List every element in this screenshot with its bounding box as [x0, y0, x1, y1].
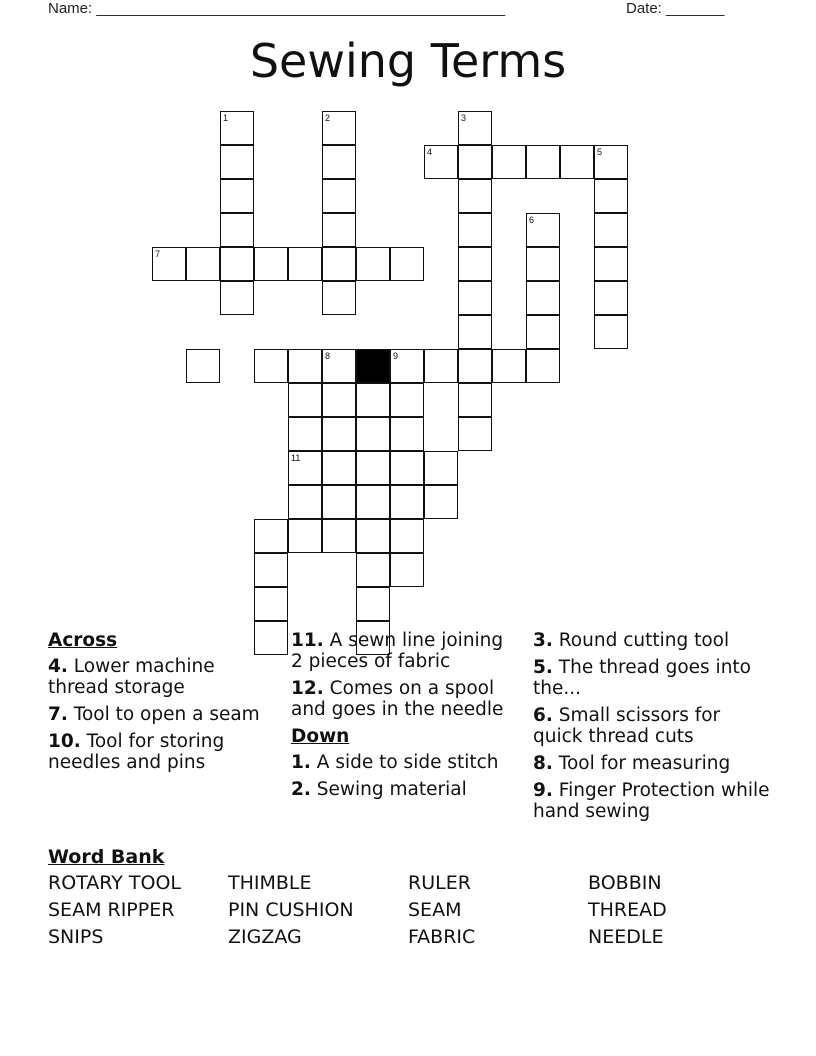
crossword-cell[interactable] [356, 417, 390, 451]
crossword-cell[interactable] [390, 553, 424, 587]
word-bank-word: SEAM [408, 899, 462, 921]
clue-text: Finger Protection while hand sewing [533, 780, 770, 822]
clue-item [291, 630, 516, 672]
crossword-cell[interactable] [322, 213, 356, 247]
clue-number-label: 12. [291, 678, 324, 699]
clue-number-label: 4. [48, 656, 68, 677]
crossword-cell[interactable] [390, 349, 424, 383]
clue-text: Small scissors for quick thread cuts [533, 705, 721, 747]
crossword-cell[interactable] [390, 383, 424, 417]
crossword-cell[interactable] [594, 179, 628, 213]
word-bank-word: BOBBIN [588, 872, 662, 894]
clue-text: Lower machine thread storage [48, 656, 215, 698]
crossword-cell[interactable] [356, 451, 390, 485]
word-bank-word: THREAD [588, 899, 667, 921]
crossword-cell[interactable] [220, 247, 254, 281]
clue-item [533, 753, 773, 774]
clue-number: 7 [155, 249, 161, 259]
clue-number: 4 [427, 147, 433, 157]
crossword-cell[interactable] [220, 145, 254, 179]
word-bank-word: NEEDLE [588, 926, 664, 948]
crossword-cell[interactable] [492, 145, 526, 179]
crossword-cell[interactable] [424, 451, 458, 485]
crossword-cell[interactable] [254, 519, 288, 553]
crossword-cell[interactable] [254, 553, 288, 587]
clue-number-label: 10. [48, 731, 81, 752]
clue-number-label: 9. [533, 780, 553, 801]
crossword-cell[interactable] [458, 247, 492, 281]
clue-number: 11 [291, 453, 301, 463]
clue-number-label: 3. [533, 630, 553, 651]
crossword-cell[interactable] [458, 145, 492, 179]
crossword-cell[interactable] [220, 213, 254, 247]
word-bank-heading: Word Bank [48, 846, 165, 868]
clue-text: The thread goes into the... [533, 657, 751, 699]
crossword-cell[interactable] [322, 519, 356, 553]
clue-text: Tool for storing needles and pins [48, 731, 225, 773]
crossword-cell[interactable] [186, 349, 220, 383]
clue-item [48, 656, 273, 698]
crossword-cell[interactable] [458, 315, 492, 349]
clue-number-label: 11. [291, 630, 324, 651]
word-bank-word: SNIPS [48, 926, 104, 948]
crossword-cell[interactable] [322, 417, 356, 451]
down-clue-list-continued [533, 630, 773, 822]
clue-text: Comes on a spool and goes in the needle [291, 678, 504, 720]
crossword-cell[interactable] [322, 179, 356, 213]
crossword-cell[interactable] [254, 587, 288, 621]
clue-number-label: 1. [291, 752, 311, 773]
crossword-cell[interactable] [526, 213, 560, 247]
clue-number: 8 [325, 351, 331, 361]
crossword-cell[interactable] [322, 281, 356, 315]
crossword-cell[interactable] [322, 145, 356, 179]
crossword-cell[interactable] [220, 179, 254, 213]
crossword-cell[interactable] [356, 247, 390, 281]
crossword-cell[interactable] [526, 315, 560, 349]
clue-item [533, 630, 773, 651]
clue-column-1 [48, 630, 273, 779]
down-heading: Down [291, 726, 350, 747]
clue-number-label: 5. [533, 657, 553, 678]
clue-column-2 [291, 630, 516, 806]
crossword-cell[interactable] [322, 349, 356, 383]
crossword-cell[interactable] [424, 145, 458, 179]
crossword-cell[interactable] [288, 485, 322, 519]
crossword-cell[interactable] [220, 281, 254, 315]
crossword-cell[interactable] [356, 519, 390, 553]
crossword-cell[interactable] [254, 349, 288, 383]
crossword-cell[interactable] [526, 281, 560, 315]
clue-text: A sewn line joining 2 pieces of fabric [291, 630, 504, 672]
clue-text: Tool to open a seam [67, 704, 260, 725]
clue-number: 3 [461, 113, 467, 123]
crossword-cell[interactable] [390, 247, 424, 281]
word-bank-word: FABRIC [408, 926, 476, 948]
date-field[interactable]: Date: _______ [626, 0, 725, 17]
crossword-cell[interactable] [254, 247, 288, 281]
crossword-cell[interactable] [390, 451, 424, 485]
crossword-cell[interactable] [288, 519, 322, 553]
crossword-cell[interactable] [458, 111, 492, 145]
crossword-cell[interactable] [560, 145, 594, 179]
down-clue-list [291, 752, 516, 800]
crossword-cell[interactable] [288, 247, 322, 281]
crossword-cell[interactable] [356, 383, 390, 417]
crossword-cell[interactable] [424, 485, 458, 519]
clue-item [533, 657, 773, 699]
clue-item [533, 705, 773, 747]
across-clue-list-continued [291, 630, 516, 720]
crossword-cell[interactable] [288, 417, 322, 451]
crossword-cell[interactable] [322, 451, 356, 485]
crossword-cell[interactable] [186, 247, 220, 281]
clue-number: 6 [529, 215, 535, 225]
crossword-cell[interactable] [322, 247, 356, 281]
crossword-cell[interactable] [288, 451, 322, 485]
across-clue-list [48, 656, 273, 773]
word-bank-grid [48, 872, 768, 948]
clue-item [48, 731, 273, 773]
clue-number: 1 [223, 113, 229, 123]
crossword-cell[interactable] [458, 213, 492, 247]
crossword-cell[interactable] [356, 553, 390, 587]
clue-item [533, 780, 773, 822]
clue-number: 2 [325, 113, 331, 123]
crossword-cell[interactable] [390, 417, 424, 451]
clue-number-label: 6. [533, 705, 553, 726]
crossword-cell[interactable] [526, 247, 560, 281]
crossword-cell[interactable] [458, 349, 492, 383]
crossword-cell[interactable] [322, 485, 356, 519]
crossword-cell[interactable] [492, 349, 526, 383]
crossword-cell[interactable] [594, 247, 628, 281]
clue-text: Sewing material [310, 779, 467, 800]
clue-text: Tool for measuring [552, 753, 731, 774]
word-bank-word: RULER [408, 872, 471, 894]
clue-item [291, 752, 516, 773]
word-bank [48, 846, 768, 948]
crossword-cell[interactable] [356, 587, 390, 621]
word-bank-word: PIN CUSHION [228, 899, 354, 921]
clue-item [48, 704, 273, 725]
clue-number-label: 2. [291, 779, 311, 800]
crossword-cell[interactable] [152, 247, 186, 281]
crossword-cell[interactable] [526, 349, 560, 383]
crossword-cell[interactable] [458, 179, 492, 213]
clue-column-3 [533, 630, 773, 828]
crossword-cell[interactable] [594, 145, 628, 179]
clue-number: 5 [597, 147, 603, 157]
crossword-cell[interactable] [322, 383, 356, 417]
crossword-cell[interactable] [594, 213, 628, 247]
name-field[interactable]: Name: _________________________________________________ [48, 0, 506, 17]
crossword-cell[interactable] [288, 383, 322, 417]
word-bank-word: ROTARY TOOL [48, 872, 182, 894]
crossword-cell[interactable] [322, 111, 356, 145]
crossword-cell[interactable] [390, 519, 424, 553]
crossword-cell[interactable] [458, 383, 492, 417]
crossword-cell[interactable] [288, 349, 322, 383]
clue-item [291, 779, 516, 800]
crossword-cell[interactable] [458, 417, 492, 451]
crossword-cell[interactable] [424, 349, 458, 383]
clue-text: A side to side stitch [310, 752, 499, 773]
crossword-cell[interactable] [390, 485, 424, 519]
word-bank-word: SEAM RIPPER [48, 899, 175, 921]
crossword-cell[interactable] [220, 111, 254, 145]
word-bank-word: ZIGZAG [228, 926, 302, 948]
crossword-cell[interactable] [356, 485, 390, 519]
clue-item [291, 678, 516, 720]
page-title: Sewing Terms [249, 34, 567, 88]
crossword-cell[interactable] [594, 315, 628, 349]
word-bank-word: THIMBLE [228, 872, 312, 894]
crossword-cell[interactable] [526, 145, 560, 179]
clue-number-label: 8. [533, 753, 553, 774]
across-heading: Across [48, 630, 118, 651]
clue-number-label: 7. [48, 704, 68, 725]
crossword-cell[interactable] [458, 281, 492, 315]
crossword-block-cell [356, 349, 390, 383]
crossword-cell[interactable] [594, 281, 628, 315]
clue-text: Round cutting tool [552, 630, 730, 651]
clue-number: 9 [393, 351, 399, 361]
